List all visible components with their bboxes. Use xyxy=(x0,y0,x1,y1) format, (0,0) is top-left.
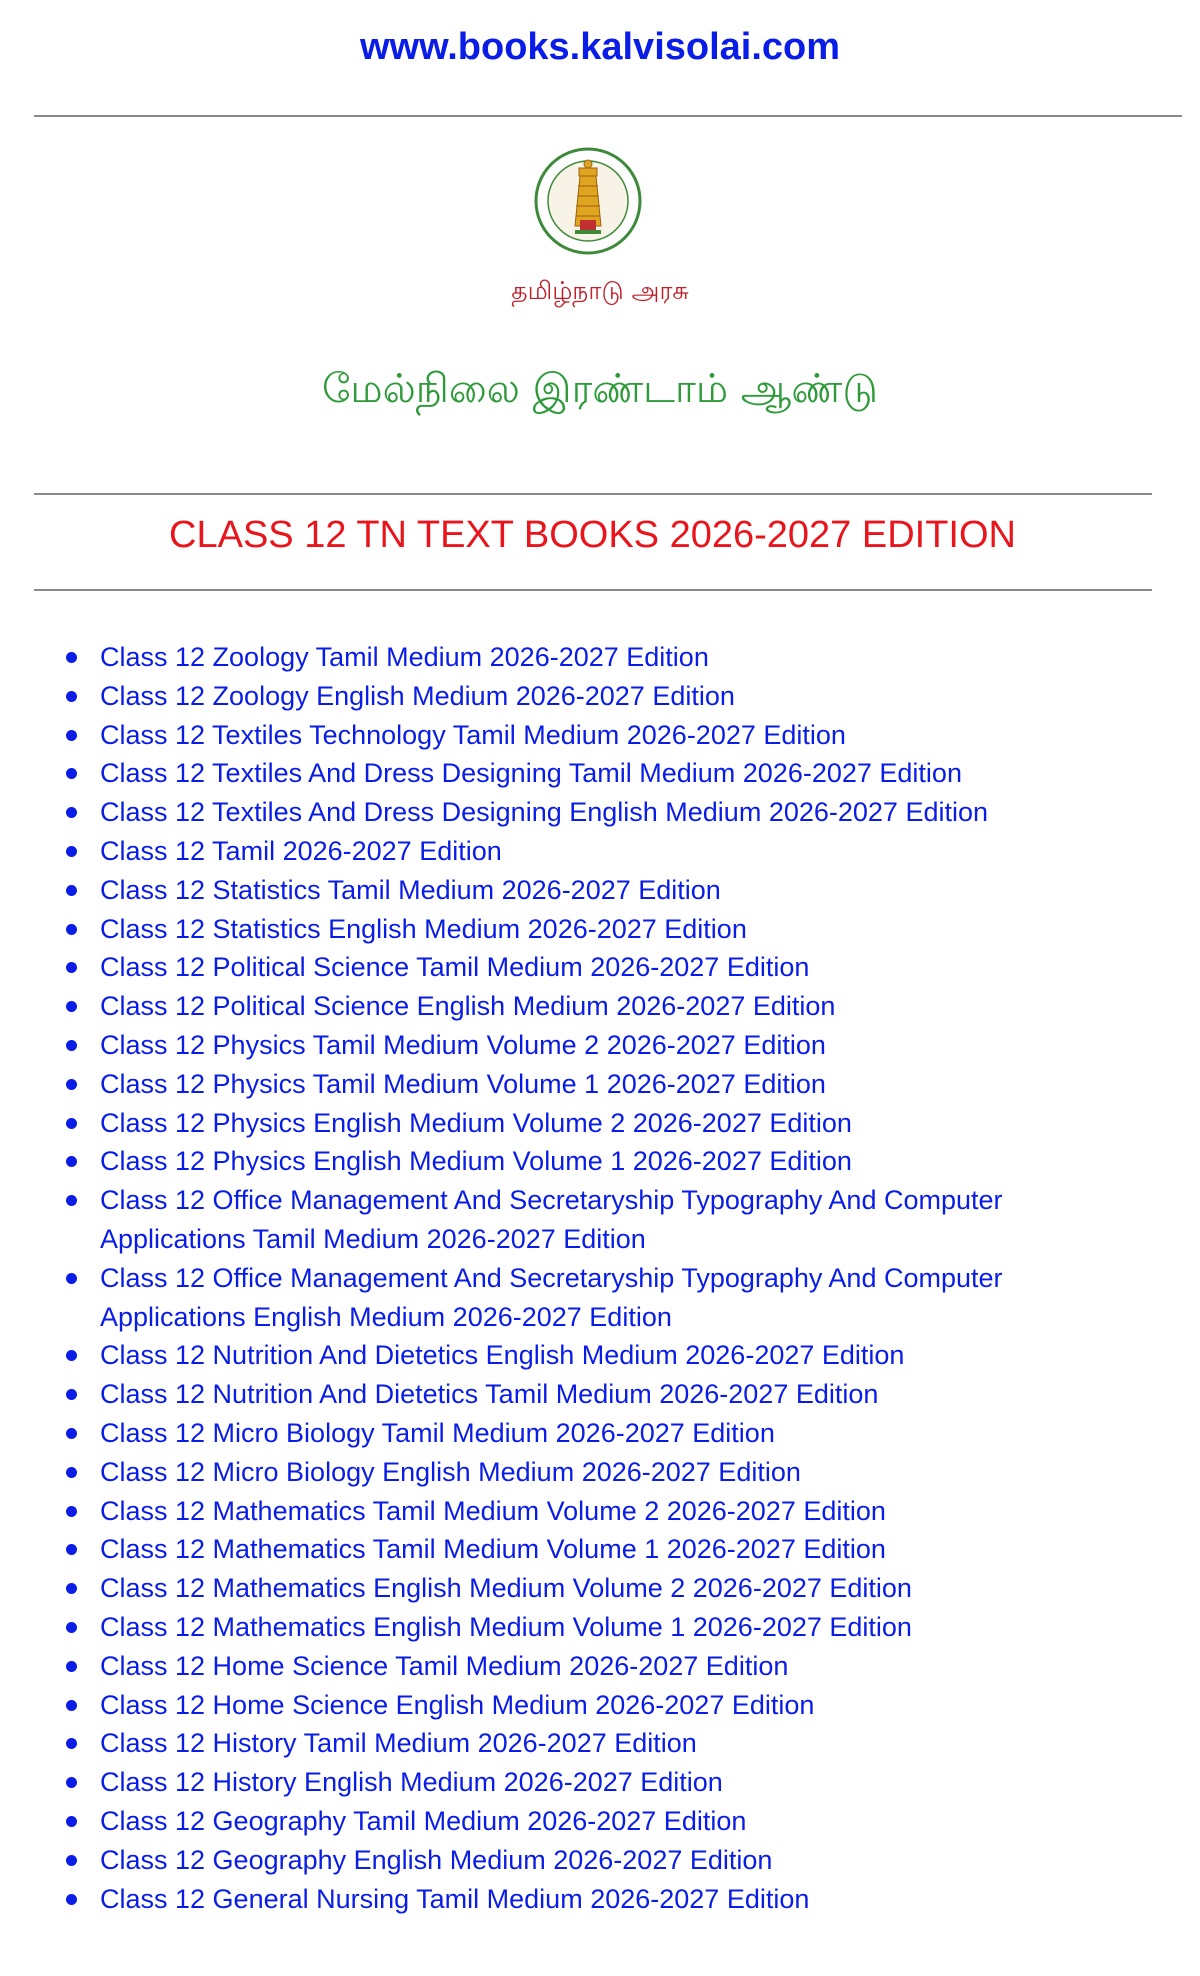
list-item xyxy=(66,1259,1066,1337)
list-item xyxy=(66,910,1066,949)
bullet-icon xyxy=(66,1777,77,1788)
list-item xyxy=(66,1569,1066,1608)
book-link[interactable]: Class 12 Zoology Tamil Medium 2026-2027 Edition xyxy=(100,642,709,672)
list-item xyxy=(66,793,1066,832)
bullet-icon xyxy=(66,1001,77,1012)
bullet-icon xyxy=(66,885,77,896)
bullet-icon xyxy=(66,1506,77,1517)
list-item xyxy=(66,1724,1066,1763)
list-item xyxy=(66,948,1066,987)
tamil-nadu-emblem-icon xyxy=(533,146,643,256)
bullet-icon xyxy=(66,807,77,818)
list-item xyxy=(66,1802,1066,1841)
bullet-icon xyxy=(66,1428,77,1439)
bullet-icon xyxy=(66,768,77,779)
book-link[interactable]: Class 12 Nutrition And Dietetics Tamil Medium 2026-2027 Edition xyxy=(100,1379,879,1410)
book-link[interactable]: Class 12 Physics English Medium Volume 2 2026-2027 Edition xyxy=(100,1107,852,1138)
book-link[interactable]: Class 12 Statistics Tamil Medium 2026-2027 Edition xyxy=(100,874,721,905)
government-of-tamil-nadu-text: தமிழ்நாடு அரசு xyxy=(511,276,689,305)
bullet-icon xyxy=(66,691,77,702)
bullet-icon xyxy=(66,1661,77,1672)
list-item xyxy=(66,1530,1066,1569)
book-link[interactable]: Class 12 Office Management And Secretaryship Typography And Computer Applications Tamil Medium 2026-2027 Edition xyxy=(100,1185,1003,1254)
book-link[interactable]: Class 12 Physics Tamil Medium Volume 2 2026-2027 Edition xyxy=(100,1029,826,1060)
book-link[interactable]: Class 12 Political Science English Medium 2026-2027 Edition xyxy=(100,991,836,1022)
bullet-icon xyxy=(66,1738,77,1749)
bullet-icon xyxy=(66,1467,77,1478)
list-item xyxy=(66,1492,1066,1531)
bullet-icon xyxy=(66,846,77,857)
list-item xyxy=(66,1763,1066,1802)
bullet-icon xyxy=(66,1156,77,1167)
list-item xyxy=(66,871,1066,910)
bullet-icon xyxy=(66,924,77,935)
list-item xyxy=(66,1414,1066,1453)
list-item xyxy=(66,1065,1066,1104)
book-link[interactable]: Class 12 Nutrition And Dietetics English Medium 2026-2027 Edition xyxy=(100,1340,905,1371)
list-item xyxy=(66,1181,1066,1259)
list-item xyxy=(66,987,1066,1026)
book-link[interactable]: Class 12 Physics English Medium Volume 1 2026-2027 Edition xyxy=(100,1146,852,1177)
heading-bottom-divider xyxy=(34,589,1152,591)
book-link[interactable]: Class 12 Mathematics Tamil Medium Volume 1 2026-2027 Edition xyxy=(100,1534,886,1565)
list-item xyxy=(66,716,1066,755)
book-link[interactable]: Class 12 Mathematics Tamil Medium Volume 2 2026-2027 Edition xyxy=(100,1495,886,1526)
list-item xyxy=(66,1375,1066,1414)
site-url-link[interactable]: www.books.kalvisolai.com xyxy=(359,26,841,68)
bullet-icon xyxy=(66,1583,77,1594)
list-item xyxy=(66,832,1066,871)
book-link[interactable]: Class 12 Micro Biology Tamil Medium 2026-2027 Edition xyxy=(100,1417,775,1448)
book-link[interactable]: Class 12 General Nursing Tamil Medium 2026-2027 Edition xyxy=(100,1883,810,1914)
bullet-icon xyxy=(66,1118,77,1129)
higher-secondary-second-year-text: மேல்நிலை இரண்டாம் ஆண்டு xyxy=(322,366,878,412)
book-link[interactable]: Class 12 Textiles Technology Tamil Medium 2026-2027 Edition xyxy=(100,719,846,750)
book-link[interactable]: Class 12 Home Science English Medium 2026-2027 Edition xyxy=(100,1689,815,1720)
list-item xyxy=(66,754,1066,793)
list-item xyxy=(66,1336,1066,1375)
book-link[interactable]: Class 12 Textiles And Dress Designing English Medium 2026-2027 Edition xyxy=(100,797,988,828)
bullet-icon xyxy=(66,1079,77,1090)
list-item xyxy=(66,1453,1066,1492)
heading-top-divider xyxy=(34,493,1152,495)
book-link[interactable]: Class 12 Statistics English Medium 2026-2027 Edition xyxy=(100,913,747,944)
list-item xyxy=(66,1647,1066,1686)
bullet-icon xyxy=(66,1622,77,1633)
bullet-icon xyxy=(66,730,77,741)
book-list xyxy=(66,638,1066,1918)
book-link[interactable]: Class 12 Zoology English Medium 2026-2027 Edition xyxy=(100,680,735,711)
book-link[interactable]: Class 12 Geography English Medium 2026-2027 Edition xyxy=(100,1844,773,1875)
list-item xyxy=(66,1608,1066,1647)
list-item xyxy=(66,1841,1066,1880)
list-item xyxy=(66,1142,1066,1181)
book-link[interactable]: Class 12 Political Science Tamil Medium 2026-2027 Edition xyxy=(100,952,810,983)
book-link[interactable]: Class 12 Textiles And Dress Designing Tamil Medium 2026-2027 Edition xyxy=(100,758,962,789)
list-item xyxy=(66,638,1066,677)
book-link[interactable]: Class 12 Physics Tamil Medium Volume 1 2026-2027 Edition xyxy=(100,1068,826,1099)
top-divider xyxy=(34,115,1182,117)
list-item xyxy=(66,1026,1066,1065)
list-item xyxy=(66,677,1066,716)
book-link[interactable]: Class 12 Mathematics English Medium Volume 1 2026-2027 Edition xyxy=(100,1611,912,1642)
bullet-icon xyxy=(66,1195,77,1206)
book-link[interactable]: Class 12 Geography Tamil Medium 2026-2027 Edition xyxy=(100,1805,747,1836)
list-item xyxy=(66,1686,1066,1725)
bullet-icon xyxy=(66,1544,77,1555)
bullet-icon xyxy=(66,1894,77,1905)
bullet-icon xyxy=(66,962,77,973)
list-item xyxy=(66,1104,1066,1143)
book-link[interactable]: Class 12 Mathematics English Medium Volume 2 2026-2027 Edition xyxy=(100,1573,912,1604)
bullet-icon xyxy=(66,1855,77,1866)
bullet-icon xyxy=(66,1389,77,1400)
bullet-icon xyxy=(66,1700,77,1711)
book-link[interactable]: Class 12 History Tamil Medium 2026-2027 Edition xyxy=(100,1728,697,1759)
bullet-icon xyxy=(66,1350,77,1361)
book-link[interactable]: Class 12 Office Management And Secretaryship Typography And Computer Applications English Medium 2026-2027 Edition xyxy=(100,1262,1003,1332)
page-title: CLASS 12 TN TEXT BOOKS 2026-2027 EDITION xyxy=(169,514,1016,556)
book-link[interactable]: Class 12 Tamil 2026-2027 Edition xyxy=(100,835,502,866)
bullet-icon xyxy=(66,1273,77,1284)
bullet-icon xyxy=(66,1816,77,1827)
book-link[interactable]: Class 12 Home Science Tamil Medium 2026-2027 Edition xyxy=(100,1650,789,1681)
book-link[interactable]: Class 12 History English Medium 2026-2027 Edition xyxy=(100,1767,723,1798)
book-link[interactable]: Class 12 Micro Biology English Medium 2026-2027 Edition xyxy=(100,1456,801,1487)
bullet-icon xyxy=(66,1040,77,1051)
bullet-icon xyxy=(66,652,77,663)
list-item xyxy=(66,1880,1066,1919)
